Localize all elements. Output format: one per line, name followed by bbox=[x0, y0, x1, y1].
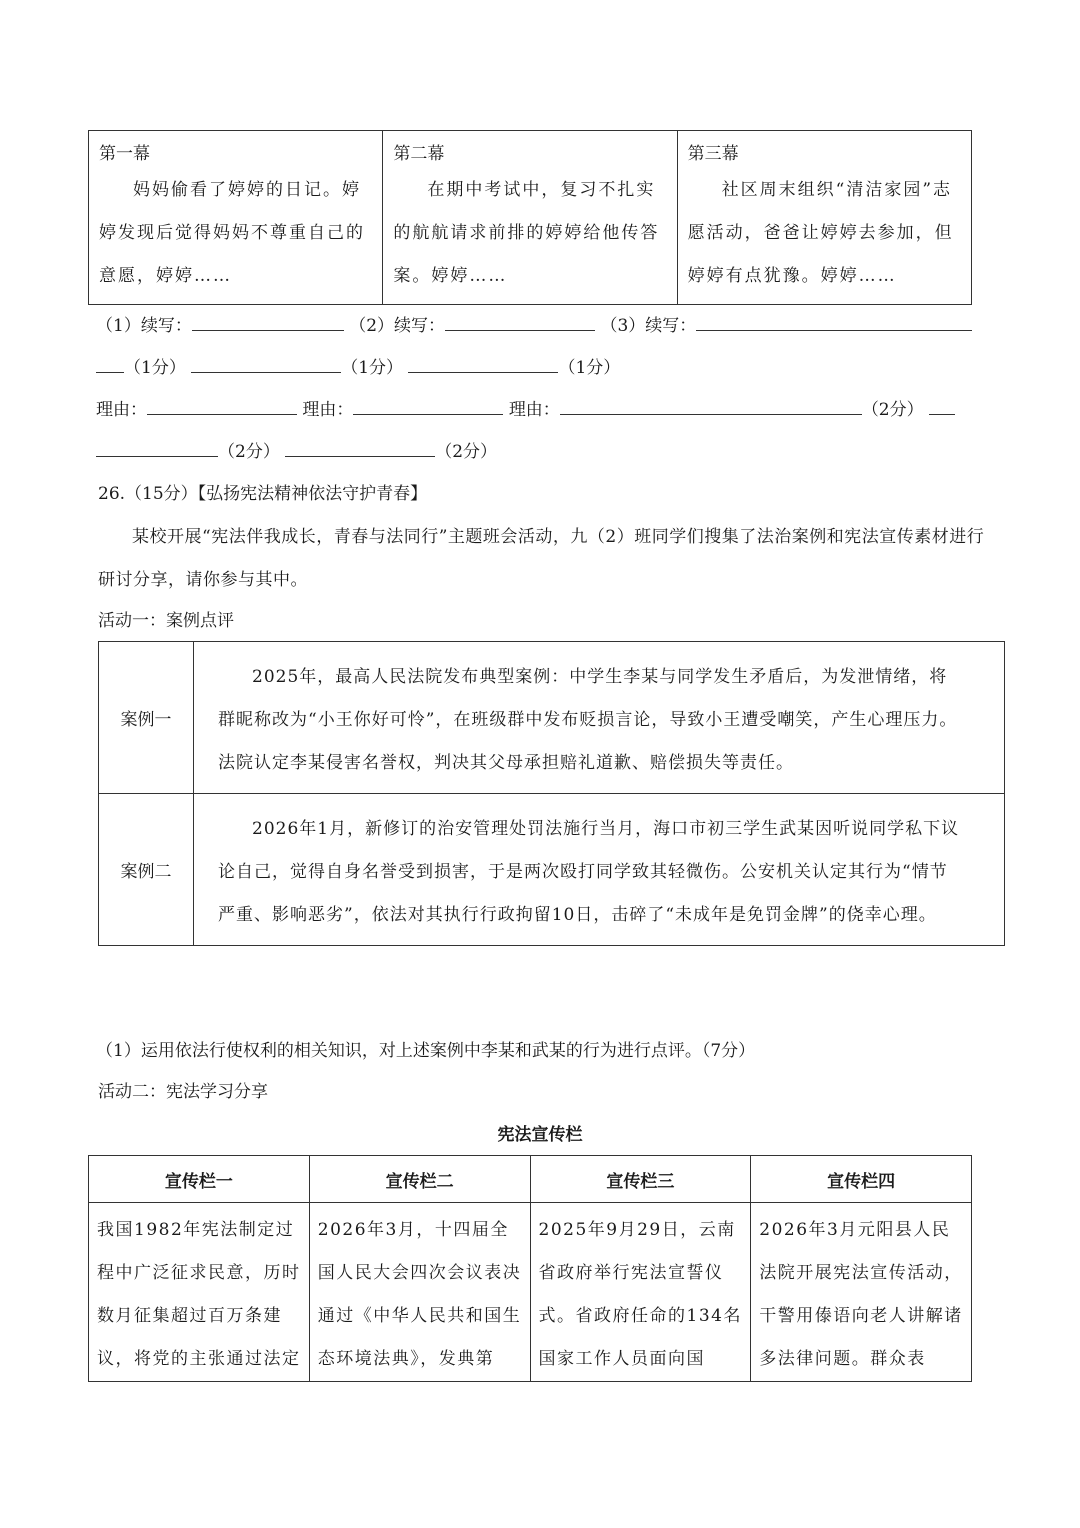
boards-table bbox=[88, 1155, 972, 1382]
reason-2-label: 理由： bbox=[302, 400, 354, 420]
case-label: 案例二 bbox=[99, 794, 194, 946]
case-row bbox=[99, 794, 1005, 946]
scene-cell bbox=[89, 131, 383, 305]
score-3: （1分） bbox=[558, 358, 621, 378]
scene-header: 第二幕 bbox=[393, 144, 445, 164]
answer-line-2 bbox=[96, 352, 620, 383]
reason-1-label: 理由： bbox=[96, 400, 147, 420]
reason-1-blank[interactable] bbox=[147, 394, 297, 415]
q26-intro: 某校开展“宪法伴我成长，青春与法同行”主题班会活动，九（2）班同学们搜集了法治案例和宪法宣传素材进行研讨分享，请你参与其中。 bbox=[98, 527, 985, 590]
reason-1-blank-cont[interactable] bbox=[929, 394, 955, 415]
board-text: 2026年3月元阳县人民法院开展宪法宣传活动，干警用傣语向老人讲解诸多法律问题。群众表 bbox=[751, 1203, 972, 1382]
scene-cell bbox=[677, 131, 971, 305]
case-row bbox=[99, 642, 1005, 794]
activity-1-heading: 活动一：案例点评 bbox=[98, 611, 234, 631]
q3-blank[interactable] bbox=[696, 310, 972, 331]
scene-header: 第一幕 bbox=[99, 144, 150, 164]
activity-2-heading: 活动二：宪法学习分享 bbox=[98, 1082, 268, 1102]
case-text: 2026年1月，新修订的治安管理处罚法施行当月，海口市初三学生武某因听说同学私下议论自己，觉得自身名誉受到损害，于是两次殴打同学致其轻微伤。公安机关认定其行为“情节严重、影响恶劣”，依法对其执行行政拘留10日，击碎了“未成年是免罚金牌”的侥幸心理。 bbox=[194, 794, 1005, 946]
cases-table bbox=[98, 641, 1005, 946]
board-header: 宣传栏四 bbox=[751, 1156, 972, 1203]
scene-cell bbox=[383, 131, 677, 305]
reason-2-blank-end[interactable] bbox=[285, 436, 435, 457]
q2-label: （2）续写： bbox=[349, 316, 446, 336]
board-header: 宣传栏二 bbox=[309, 1156, 530, 1203]
score-2: （1分） bbox=[341, 358, 404, 378]
board-header: 宣传栏一 bbox=[89, 1156, 310, 1203]
q2-blank-cont[interactable] bbox=[191, 352, 341, 373]
q1-blank[interactable] bbox=[192, 310, 344, 331]
board-header: 宣传栏三 bbox=[530, 1156, 751, 1203]
board-text: 我国1982年宪法制定过程中广泛征求民意，历时数月征集超过百万条建议，将党的主张通过法定 bbox=[89, 1203, 310, 1382]
board-text: 2026年3月，十四届全国人民大会四次会议表决通过《中华人民共和国生态环境法典》，发典第 bbox=[309, 1203, 530, 1382]
scene-text: 社区周末组织“清洁家园”志愿活动，爸爸让婷婷去参加，但婷婷有点犹豫。婷婷…… bbox=[687, 180, 954, 286]
board-text: 2025年9月29日，云南省政府举行宪法宣誓仪式。省政府任命的134名国家工作人员面向国 bbox=[530, 1203, 751, 1382]
scene-text: 在期中考试中，复习不扎实的航航请求前排的婷婷给他传答案。婷婷…… bbox=[393, 180, 660, 286]
reason-2-blank[interactable] bbox=[353, 394, 503, 415]
reason-score-1: （2分） bbox=[861, 400, 924, 420]
case-label: 案例一 bbox=[99, 642, 194, 794]
scene-header: 第三幕 bbox=[687, 144, 739, 164]
q26-title: 26.（15分）【弘扬宪法精神依法守护青春】 bbox=[98, 484, 428, 504]
answer-line-4 bbox=[96, 436, 497, 467]
answer-line-1 bbox=[96, 310, 972, 341]
scene-text: 妈妈偷看了婷婷的日记。婷婷发现后觉得妈妈不尊重自己的意愿，婷婷…… bbox=[99, 180, 365, 286]
q1-label: （1）续写： bbox=[96, 316, 192, 336]
answer-line-3 bbox=[96, 394, 955, 425]
reason-score-2: （2分） bbox=[218, 442, 280, 462]
reason-3-label: 理由： bbox=[508, 400, 560, 420]
q3-label: （3）续写： bbox=[600, 316, 697, 336]
score-1: （1分） bbox=[124, 358, 186, 378]
reason-score-3: （2分） bbox=[435, 442, 498, 462]
case-text: 2025年，最高人民法院发布典型案例：中学生李某与同学发生矛盾后，为发泄情绪，将群昵称改为“小王你好可怜”，在班级群中发布贬损言论，导致小王遭受嘲笑，产生心理压力。法院认定李某侵害名誉权，判决其父母承担赔礼道歉、赔偿损失等责任。 bbox=[194, 642, 1005, 794]
q1-blank-cont[interactable] bbox=[96, 352, 124, 373]
q3-blank-cont[interactable] bbox=[408, 352, 558, 373]
reason-3-blank[interactable] bbox=[560, 394, 862, 415]
question-1: （1）运用依法行使权利的相关知识，对上述案例中李某和武某的行为进行点评。（7分） bbox=[96, 1041, 756, 1061]
board-title: 宪法宣传栏 bbox=[497, 1125, 583, 1145]
scenes-table bbox=[88, 130, 972, 305]
q2-blank[interactable] bbox=[445, 310, 595, 331]
reason-1-blank-end[interactable] bbox=[96, 436, 218, 457]
